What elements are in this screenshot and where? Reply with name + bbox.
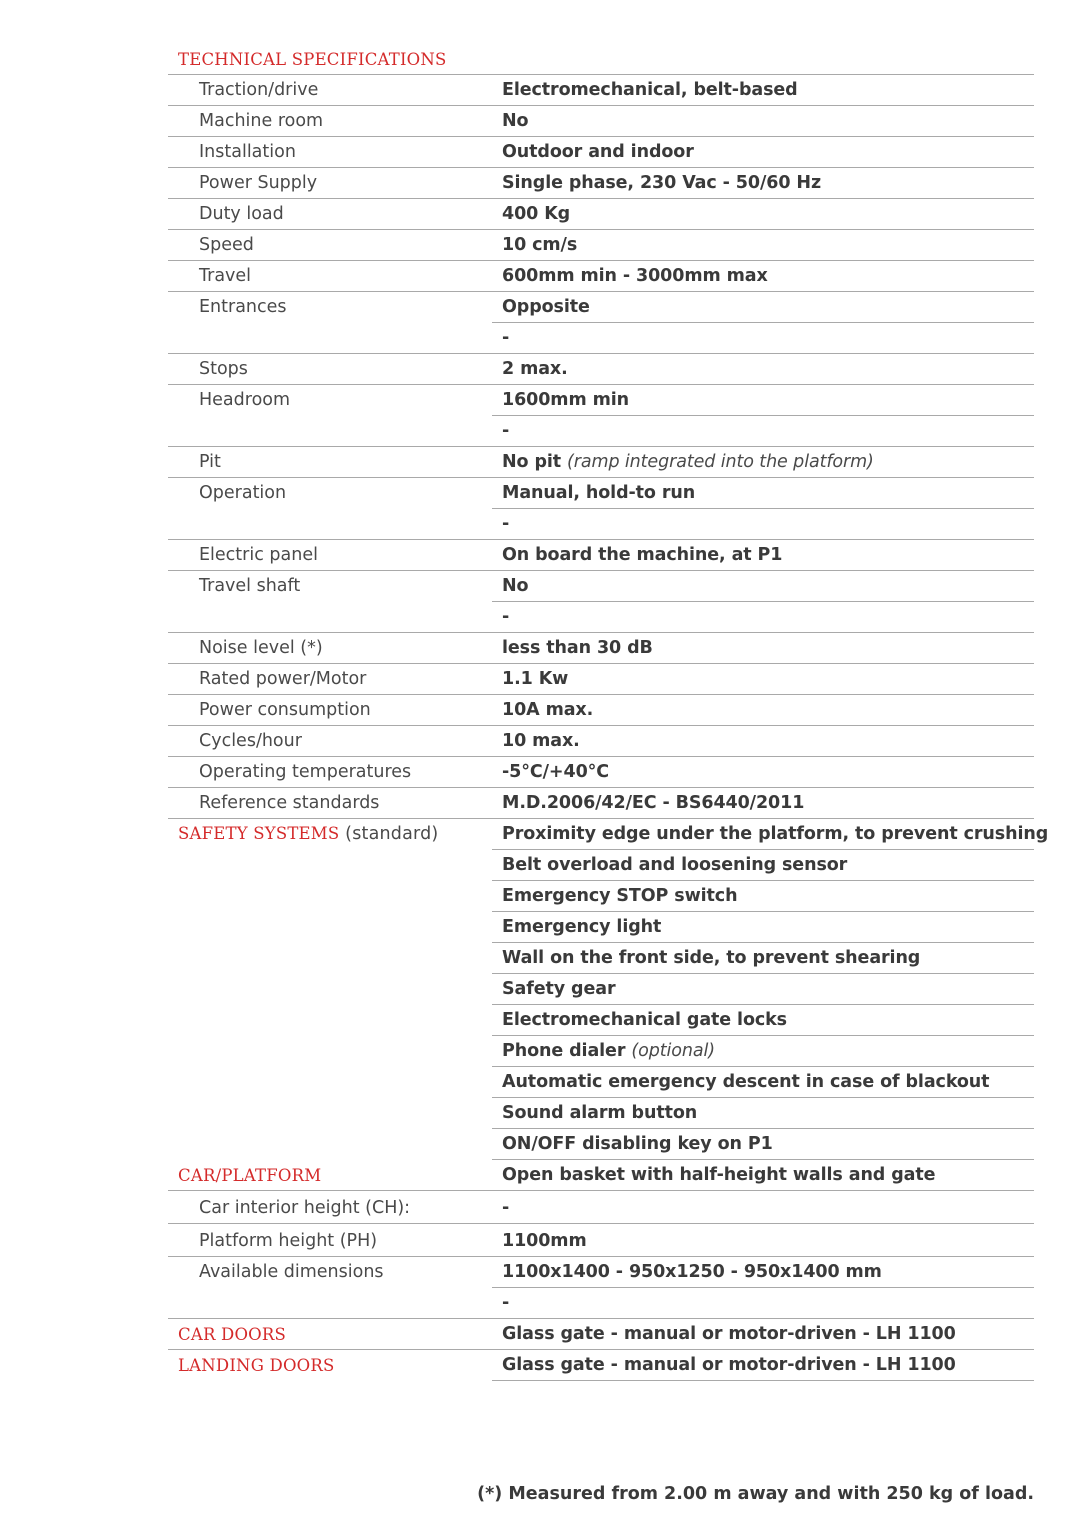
spec-value: 1100x1400 - 950x1250 - 950x1400 mm	[502, 1262, 882, 1282]
spec-value-extra: -	[502, 514, 510, 534]
spec-row-extra	[168, 323, 1034, 354]
spec-value: On board the machine, at P1	[502, 545, 783, 565]
safety-item: Electromechanical gate locks	[502, 1010, 788, 1030]
divider	[492, 1380, 1034, 1381]
spec-label: Travel shaft	[199, 576, 301, 596]
spec-row	[168, 1224, 1034, 1257]
spec-value: 10 cm/s	[502, 235, 578, 255]
spec-label: Machine room	[199, 111, 324, 131]
landing-doors-row	[168, 1350, 1034, 1381]
spec-label: Noise level (*)	[199, 638, 323, 658]
spec-value: No	[502, 576, 529, 596]
spec-label: Available dimensions	[199, 1262, 384, 1282]
spec-row	[168, 106, 1034, 137]
spec-row	[168, 75, 1034, 106]
spec-row	[168, 292, 1034, 323]
spec-label: Entrances	[199, 297, 287, 317]
spec-note: (ramp integrated into the platform)	[567, 452, 874, 472]
spec-value	[502, 452, 874, 472]
spec-value: 10A max.	[502, 700, 594, 720]
safety-item: Emergency STOP switch	[502, 886, 738, 906]
safety-item-note: (optional)	[631, 1041, 715, 1061]
spec-row	[168, 633, 1034, 664]
spec-label: Duty load	[199, 204, 284, 224]
spec-label: Pit	[199, 452, 221, 472]
spec-row	[168, 168, 1034, 199]
safety-item: Belt overload and loosening sensor	[502, 855, 848, 875]
spec-row	[168, 354, 1034, 385]
spec-row	[168, 664, 1034, 695]
safety-item: Proximity edge under the platform, to prevent crushing	[502, 824, 1049, 844]
safety-item: Safety gear	[502, 979, 616, 999]
spec-value: Single phase, 230 Vac - 50/60 Hz	[502, 173, 822, 193]
spec-value: 1600mm min	[502, 390, 629, 410]
spec-label: Installation	[199, 142, 296, 162]
safety-row	[168, 850, 1034, 881]
spec-label: Rated power/Motor	[199, 669, 367, 689]
spec-value: Glass gate - manual or motor-driven - LH 1100	[502, 1324, 956, 1344]
safety-item-text: Phone dialer	[502, 1041, 632, 1061]
spec-row-extra	[168, 416, 1034, 447]
spec-value: 10 max.	[502, 731, 580, 751]
spec-row-extra	[168, 602, 1034, 633]
spec-value: less than 30 dB	[502, 638, 653, 658]
spec-label: Travel	[199, 266, 252, 286]
spec-row	[168, 571, 1034, 602]
section-title: LANDING DOORS	[178, 1356, 335, 1375]
spec-row	[168, 478, 1034, 509]
spec-value: M.D.2006/42/EC - BS6440/2011	[502, 793, 805, 813]
spec-value-text: No pit	[502, 452, 568, 472]
safety-row	[168, 974, 1034, 1005]
safety-row	[168, 819, 1049, 850]
section-title	[178, 824, 438, 844]
safety-item: Wall on the front side, to prevent shearing	[502, 948, 921, 968]
safety-row	[168, 912, 1034, 943]
spec-label: Power consumption	[199, 700, 371, 720]
spec-value: Electromechanical, belt-based	[502, 80, 798, 100]
safety-row	[168, 1036, 1034, 1067]
spec-value: 2 max.	[502, 359, 568, 379]
spec-row	[168, 757, 1034, 788]
spec-label: Reference standards	[199, 793, 380, 813]
car-doors-row	[168, 1319, 1034, 1350]
safety-row	[168, 1067, 1034, 1098]
safety-item: ON/OFF disabling key on P1	[502, 1134, 773, 1154]
spec-row	[168, 788, 1034, 819]
spec-value-extra: -	[502, 607, 510, 627]
section-title-text: SAFETY SYSTEMS	[178, 824, 340, 843]
spec-value: Glass gate - manual or motor-driven - LH 1100	[502, 1355, 956, 1375]
section-title: CAR DOORS	[178, 1325, 287, 1344]
spec-row	[168, 385, 1034, 416]
section-technical	[168, 44, 1034, 75]
spec-row	[168, 230, 1034, 261]
spec-label: Platform height (PH)	[199, 1231, 378, 1251]
spec-row-extra	[168, 509, 1034, 540]
safety-row	[168, 1098, 1034, 1129]
spec-row-extra	[168, 1288, 1034, 1319]
spec-label: Operation	[199, 483, 287, 503]
spec-label: Speed	[199, 235, 254, 255]
spec-value: -5°C/+40°C	[502, 762, 610, 782]
spec-label: Headroom	[199, 390, 291, 410]
spec-row	[168, 1257, 1034, 1288]
spec-row	[168, 199, 1034, 230]
section-title: CAR/PLATFORM	[178, 1166, 322, 1185]
car-platform-row	[168, 1160, 1034, 1191]
spec-value-extra: -	[502, 421, 510, 441]
safety-item: Automatic emergency descent in case of blackout	[502, 1072, 990, 1092]
spec-row	[168, 726, 1034, 757]
spec-value-extra: -	[502, 328, 510, 348]
footnote: (*) Measured from 2.00 m away and with 250 kg of load.	[477, 1484, 1034, 1504]
spec-row	[168, 540, 1034, 571]
spec-label: Electric panel	[199, 545, 318, 565]
spec-label: Traction/drive	[199, 80, 319, 100]
spec-value: Opposite	[502, 297, 590, 317]
spec-value: -	[502, 1198, 510, 1218]
safety-item: Sound alarm button	[502, 1103, 698, 1123]
spec-value: 1100mm	[502, 1231, 587, 1251]
spec-row	[168, 137, 1034, 168]
spec-value: 1.1 Kw	[502, 669, 569, 689]
spec-row	[168, 447, 1034, 478]
spec-value: Outdoor and indoor	[502, 142, 694, 162]
safety-item: Emergency light	[502, 917, 662, 937]
spec-row	[168, 261, 1034, 292]
spec-value: No	[502, 111, 529, 131]
spec-label: Power Supply	[199, 173, 318, 193]
spec-label: Cycles/hour	[199, 731, 302, 751]
spec-table	[168, 44, 1049, 1381]
spec-label: Operating temperatures	[199, 762, 412, 782]
section-title: TECHNICAL SPECIFICATIONS	[178, 50, 447, 69]
spec-row	[168, 1191, 1034, 1224]
section-title-suffix: (standard)	[339, 824, 439, 844]
safety-row	[168, 1129, 1034, 1160]
spec-row	[168, 695, 1034, 726]
spec-label: Stops	[199, 359, 248, 379]
spec-label: Car interior height (CH):	[199, 1198, 411, 1218]
safety-row	[168, 943, 1034, 974]
safety-item	[502, 1041, 715, 1061]
spec-value: 400 Kg	[502, 204, 571, 224]
spec-value-extra: -	[502, 1293, 510, 1313]
safety-row	[168, 1005, 1034, 1036]
spec-value: 600mm min - 3000mm max	[502, 266, 768, 286]
spec-value: Open basket with half-height walls and gate	[502, 1165, 936, 1185]
spec-value: Manual, hold-to run	[502, 483, 696, 503]
safety-row	[168, 881, 1034, 912]
